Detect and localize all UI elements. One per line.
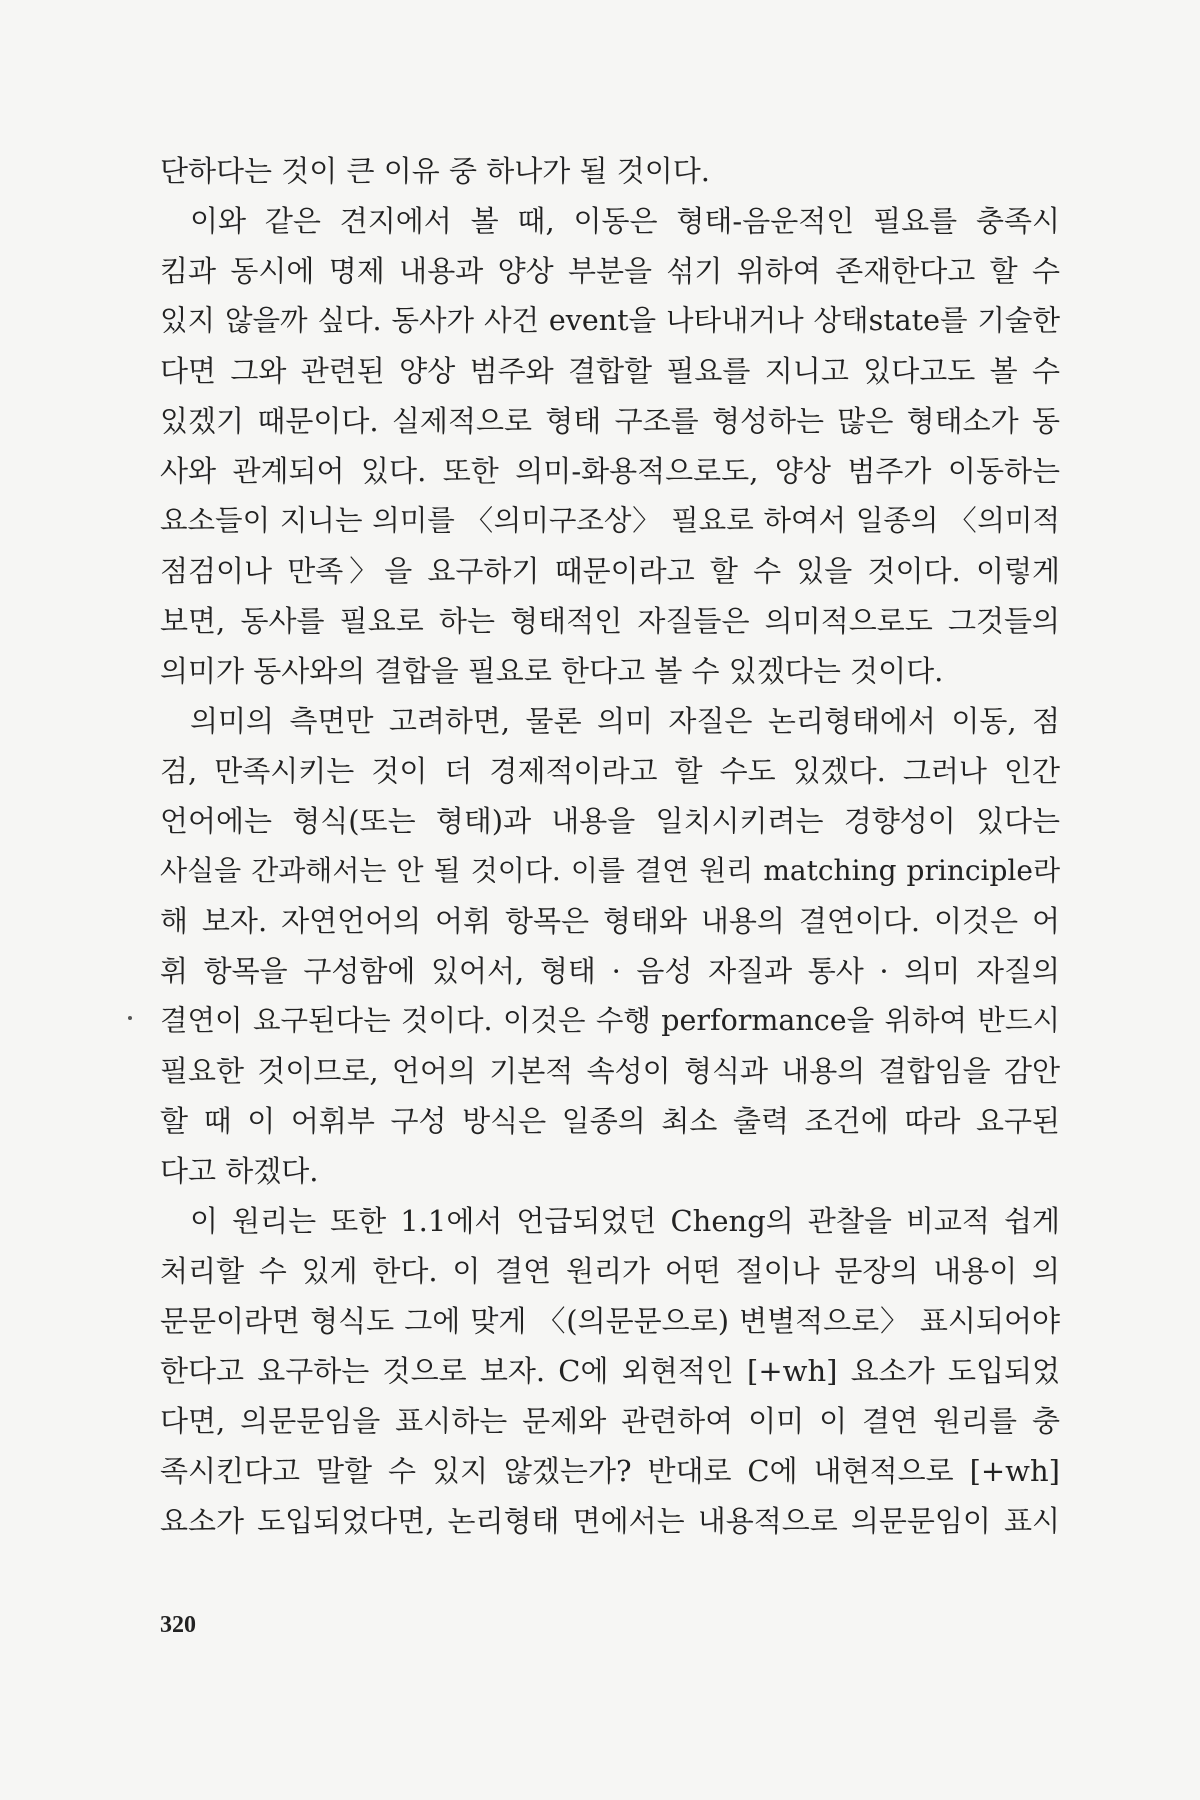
text-line: 사와 관계되어 있다. 또한 의미-화용적으로도, 양상 범주가 이동하는 [160,454,1060,488]
text-line: 이와 같은 견지에서 볼 때, 이동은 형태-음운적인 필요를 충족시 [190,204,1060,238]
text-line: 언어에는 형식(또는 형태)과 내용을 일치시키려는 경향성이 있다는 [160,804,1060,838]
text-line: 단하다는 것이 큰 이유 중 하나가 될 것이다. [160,154,710,188]
text-line: 휘 항목을 구성함에 있어서, 형태 · 음성 자질과 통사 · 의미 자질의 [160,954,1060,988]
text-line: 요소가 도입되었다면, 논리형태 면에서는 내용적으로 의문문임이 표시 [160,1504,1060,1538]
body-text [160,146,1060,1546]
text-line: 다고 하겠다. [160,1154,319,1188]
text-line: 의미의 측면만 고려하면, 물론 의미 자질은 논리형태에서 이동, 점 [190,704,1060,738]
text-line: 다면 그와 관련된 양상 범주와 결합할 필요를 지니고 있다고도 볼 수 [160,354,1060,388]
text-line: 의미가 동사와의 결합을 필요로 한다고 볼 수 있겠다는 것이다. [160,654,944,688]
text-line: 할 때 이 어휘부 구성 방식은 일종의 최소 출력 조건에 따라 요구된 [160,1104,1060,1138]
text-line: 점검이나 만족〉을 요구하기 때문이라고 할 수 있을 것이다. 이렇게 [160,554,1060,588]
text-line: 사실을 간과해서는 안 될 것이다. 이를 결연 원리 matching principle라 [160,854,1060,887]
text-line: 있겠기 때문이다. 실제적으로 형태 구조를 형성하는 많은 형태소가 동 [160,404,1060,438]
text-line: 족시킨다고 말할 수 있지 않겠는가? 반대로 C에 내현적으로 [+wh] [160,1454,1060,1488]
text-line: 요소들이 지니는 의미를 〈의미구조상〉 필요로 하여서 일종의 〈의미적 [160,504,1060,537]
text-line: 해 보자. 자연언어의 어휘 항목은 형태와 내용의 결연이다. 이것은 어 [160,904,1060,938]
text-line: 보면, 동사를 필요로 하는 형태적인 자질들은 의미적으로도 그것들의 [160,604,1060,638]
text-line: 결연이 요구된다는 것이다. 이것은 수행 performance을 위하여 반드시 [160,1004,1060,1037]
text-line: 처리할 수 있게 한다. 이 결연 원리가 어떤 절이나 문장의 내용이 의 [160,1254,1060,1288]
text-line: 이 원리는 또한 1.1에서 언급되었던 Cheng의 관찰을 비교적 쉽게 [190,1204,1060,1238]
text-line: 킴과 동시에 명제 내용과 양상 부분을 섞기 위하여 존재한다고 할 수 [160,254,1060,288]
text-line: 검, 만족시키는 것이 더 경제적이라고 할 수도 있겠다. 그러나 인간 [160,754,1060,788]
text-line: 필요한 것이므로, 언어의 기본적 속성이 형식과 내용의 결합임을 감안 [160,1054,1060,1088]
text-line: 다면, 의문문임을 표시하는 문제와 관련하여 이미 이 결연 원리를 충 [160,1404,1060,1438]
text-line: 한다고 요구하는 것으로 보자. C에 외현적인 [+wh] 요소가 도입되었 [160,1354,1060,1388]
margin-mark [128,1016,132,1020]
text-line: 있지 않을까 싶다. 동사가 사건 event을 나타내거나 상태state를 기술한 [160,304,1060,337]
page-number: 320 [160,1612,196,1638]
text-line: 문문이라면 형식도 그에 맞게 〈(의문문으로) 변별적으로〉 표시되어야 [160,1304,1060,1338]
